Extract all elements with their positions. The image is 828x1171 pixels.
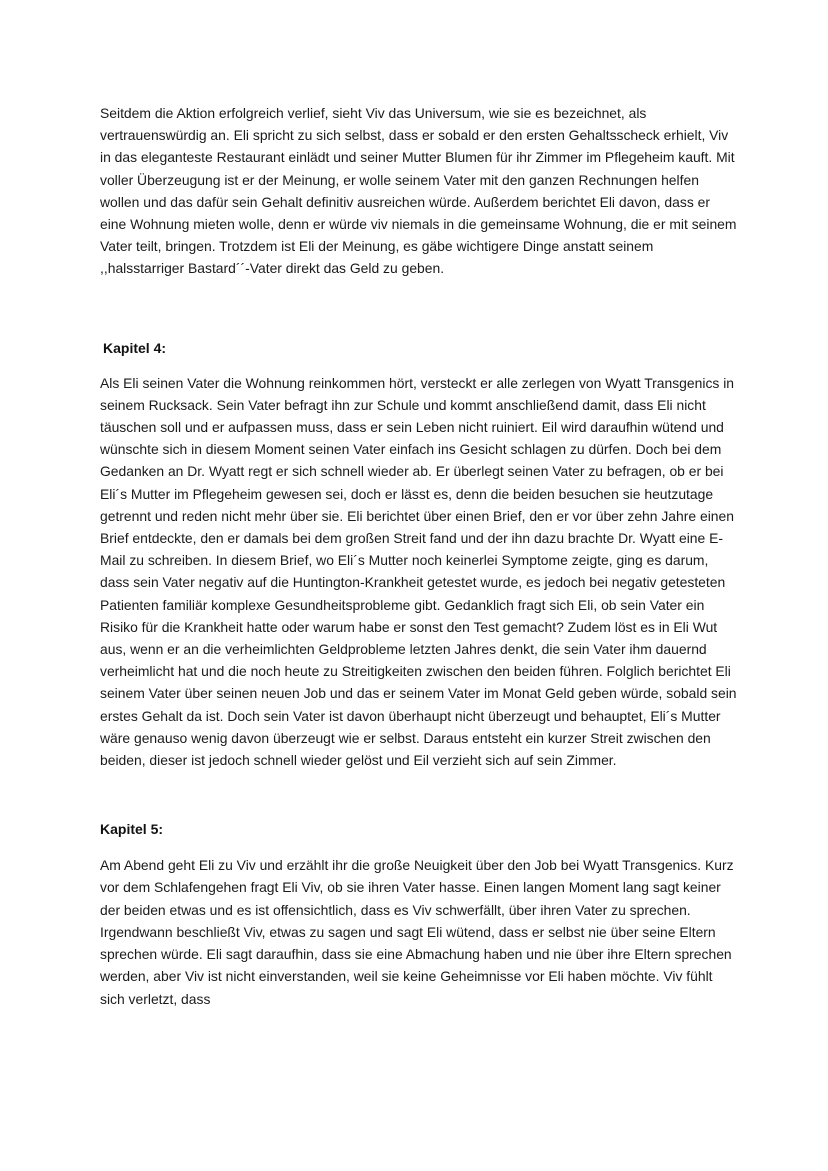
chapter-5-paragraph: Am Abend geht Eli zu Viv und erzählt ihr die große Neuigkeit über den Job bei Wyatt Transgenics. Kurz vor dem Schlafengehen fragt Eli Viv, ob sie ihren Vater hasse. Einen langen Moment lang sagt keiner der beiden etwas und es ist offensichtlich, dass es Viv schwerfällt, über ihren Vater zu sprechen. Irgendwann beschließt Viv, etwas zu sagen und sagt Eli wütend, dass er selbst nie über seine Eltern sprechen würde. Eli sagt daraufhin, dass sie eine Abmachung haben und nie über ihre Eltern sprechen werden, aber Viv ist nicht einverstanden, weil sie keine Geheimnisse vor Eli haben möchte. Viv fühlt sich verletzt, dass [100,857,734,1007]
intro-paragraph: Seitdem die Aktion erfolgreich verlief, sieht Viv das Universum, wie sie es bezeichnet, als vertrauenswürdig an. Eli spricht zu sich selbst, dass er sobald er den ersten Gehaltsscheck erhielt, Viv in das eleganteste Restaurant einlädt und seiner Mutter Blumen für ihr Zimmer im Pflegeheim kauft. Mit voller Überzeugung ist er der Meinung, er wolle seinem Vater mit den ganzen Rechnungen helfen wollen und das dafür sein Gehalt definitiv ausreichen würde. Außerdem berichtet Eli davon, dass er eine Wohnung mieten wolle, denn er würde viv niemals in die gemeinsame Wohnung, die er mit seinem Vater teilt, bringen. Trotzdem ist Eli der Meinung, es gäbe wichtigere Dinge anstatt seinem ,,halsstarriger Bastard´´-Vater direkt das Geld zu geben. [100,105,737,277]
chapter-4-paragraph: Als Eli seinen Vater die Wohnung reinkommen hört, versteckt er alle zerlegen von Wyatt Transgenics in seinem Rucksack. Sein Vater befragt ihn zur Schule und kommt anschließend damit, dass Eli nicht täuschen soll und er aufpassen muss, dass er sein Leben nicht ruiniert. Eil wird daraufhin wütend und wünschte sich in diesem Moment seinen Vater einfach ins Gesicht schlagen zu dürfen. Doch bei dem Gedanken an Dr. Wyatt regt er sich schnell wieder ab. Er überlegt seinen Vater zu befragen, ob er bei Eli´s Mutter im Pflegeheim gewesen sei, doch er lässt es, denn die beiden besuchen sie heutzutage getrennt und reden nicht mehr über sie. Eli berichtet über einen Brief, den er vor über zehn Jahre einen Brief entdeckte, den er damals bei dem großen Streit fand und der ihn dazu brachte Dr. Wyatt eine E-Mail zu schreiben. In diesem Brief, wo Eli´s Mutter noch keinerlei Symptome zeigte, ging es darum, dass sein Vater negativ auf die Huntington-Krankheit getestet wurde, es jedoch bei negativ getesteten Patienten familiär komplexe Gesundheitsprobleme gibt. Gedanklich fragt sich Eli, ob sein Vater ein Risiko für die Krankheit hatte oder warum habe er sonst den Test gemacht? Zudem löst es in Eli Wut aus, wenn er an die verheimlichten Geldprobleme letzten Jahres denkt, die sein Vater ihm dauernd verheimlicht hat und die noch heute zu Streitigkeiten zwischen den beiden führen. Folglich berichtet Eli seinem Vater über seinen neuen Job und das er seinem Vater im Monat Geld geben würde, sobald sein erstes Gehalt da ist. Doch sein Vater ist davon überhaupt nicht überzeugt und behauptet, Eli´s Mutter wäre genauso wenig davon überzeugt wie er selbst. Daraus entsteht ein kurzer Streit zwischen den beiden, dieser ist jedoch schnell wieder gelöst und Eil verzieht sich auf sein Zimmer. [100,374,737,769]
chapter-4-heading: Kapitel 4: [103,339,167,356]
chapter-5-heading: Kapitel 5: [100,821,164,838]
document-body [100,102,740,1010]
